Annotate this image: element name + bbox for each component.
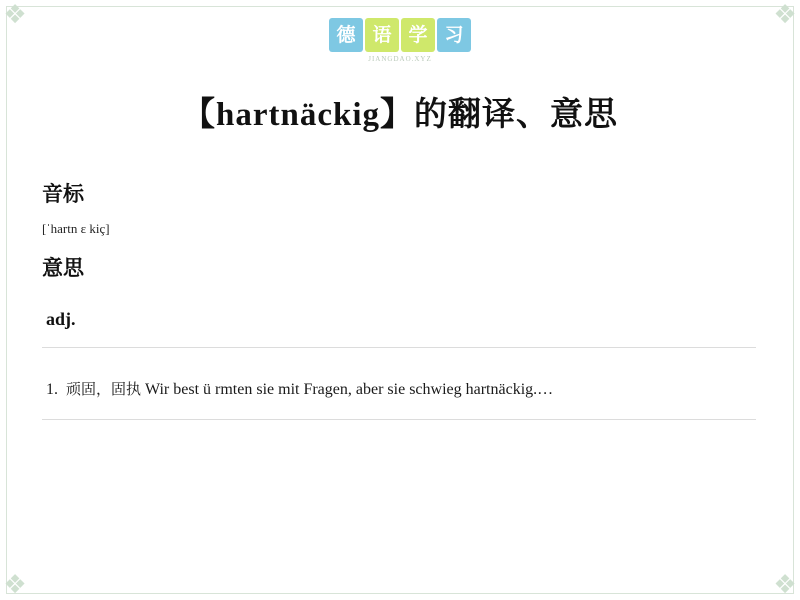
logo-block [329,18,363,52]
logo-block-char: 学 [408,24,428,46]
logo-blocks [328,18,472,52]
site-logo[interactable] [0,18,800,63]
sense-chinese: 顽固，固执 [66,380,142,398]
sense-number: 1. [46,381,58,398]
list-item [46,378,752,399]
logo-block-char: 习 [444,24,464,46]
logo-block-char: 语 [372,24,392,46]
part-of-speech-label: adj. [46,309,76,329]
logo-block [401,18,435,52]
section-heading-phonetic: 音标 [42,183,84,206]
section-heading-meaning: 意思 [42,257,84,280]
divider [42,419,756,420]
logo-caption: JIANGDAO.XYZ [368,55,432,63]
corner-ornament-icon: ❖ [773,0,797,30]
logo-block [365,18,399,52]
corner-ornament-icon: ❖ [3,0,27,30]
corner-ornament-icon: ❖ [3,570,27,600]
page-title: 【hartnäckig】的翻译、意思 [181,97,618,133]
divider [42,347,756,348]
corner-ornament-icon: ❖ [773,570,797,600]
sense-example: Wir best ü rmten sie mit Fragen, aber sie schwieg hartnäckig.… [145,381,554,398]
phonetic-transcription: [ˈhartn ɛ kiç] [42,221,110,236]
logo-block [437,18,471,52]
logo-block-char: 德 [336,24,356,46]
